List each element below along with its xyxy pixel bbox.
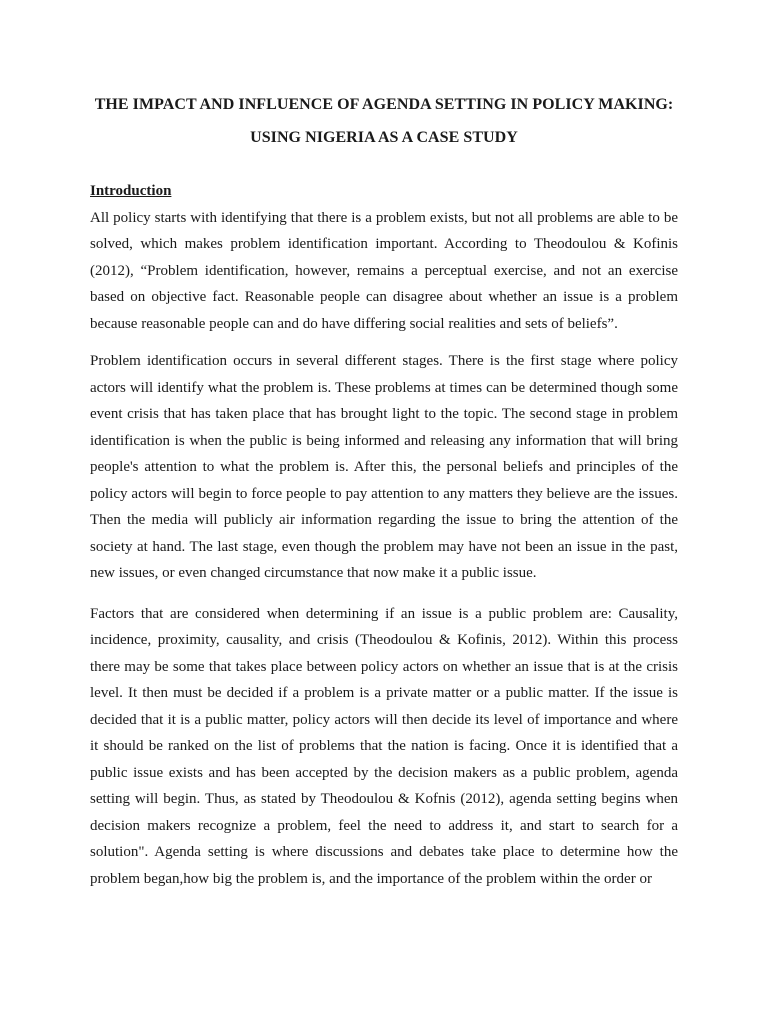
document-body: [90, 178, 678, 903]
paragraph-1: All policy starts with identifying that there is a problem exists, but not all problems are able to be solved, which makes problem identification important. According to Theodoulou & Kofinis (2012), “Problem identification, however, remains a perceptual exercise, and not an exercise based on objective fact. Reasonable people can disagree about whether an issue is a problem because reasonable people can and do have differing social realities and sets of beliefs”.: [90, 209, 678, 332]
document-title: THE IMPACT AND INFLUENCE OF AGENDA SETTING IN POLICY MAKING: USING NIGERIA AS A CASE STUDY: [94, 96, 674, 146]
paragraph-3: Factors that are considered when determining if an issue is a public problem are: Causality, incidence, proximity, causality, and crisis (Theodoulou & Kofinis, 2012). Within this process there may be some that takes place between policy actors on whether an issue that is at the crisis level. It then must be decided if a problem is a private matter or a public matter. If the issue is decided that it is a public matter, policy actors will then decide its level of importance and where it should be ranked on the list of problems that the nation is facing. Once it is identified that a public issue exists and has been accepted by the decision makers as a public problem, agenda setting will begin. Thus, as stated by Theodoulou & Kofnis (2012), agenda setting begins when decision makers recognize a problem, feel the need to address it, and start to search for a solution". Agenda setting is where discussions and debates take place to determine how the problem began,how big the problem is, and the importance of the problem within the order or: [90, 605, 678, 887]
section-heading-introduction: Introduction: [90, 183, 172, 199]
paragraph-2: Problem identification occurs in several different stages. There is the first stage where policy actors will identify what the problem is. These problems at times can be determined though some event crisis that has taken place that has brought light to the topic. The second stage in problem identification is when the public is being informed and releasing any information that will bring people's attention to what the problem is. After this, the personal beliefs and principles of the policy actors will begin to force people to pay attention to any matters they believe are the issues. Then the media will publicly air information regarding the issue to bring the attention of the society at hand. The last stage, even though the problem may have not been an issue in the past, new issues, or even changed circumstance that now make it a public issue.: [90, 353, 678, 581]
